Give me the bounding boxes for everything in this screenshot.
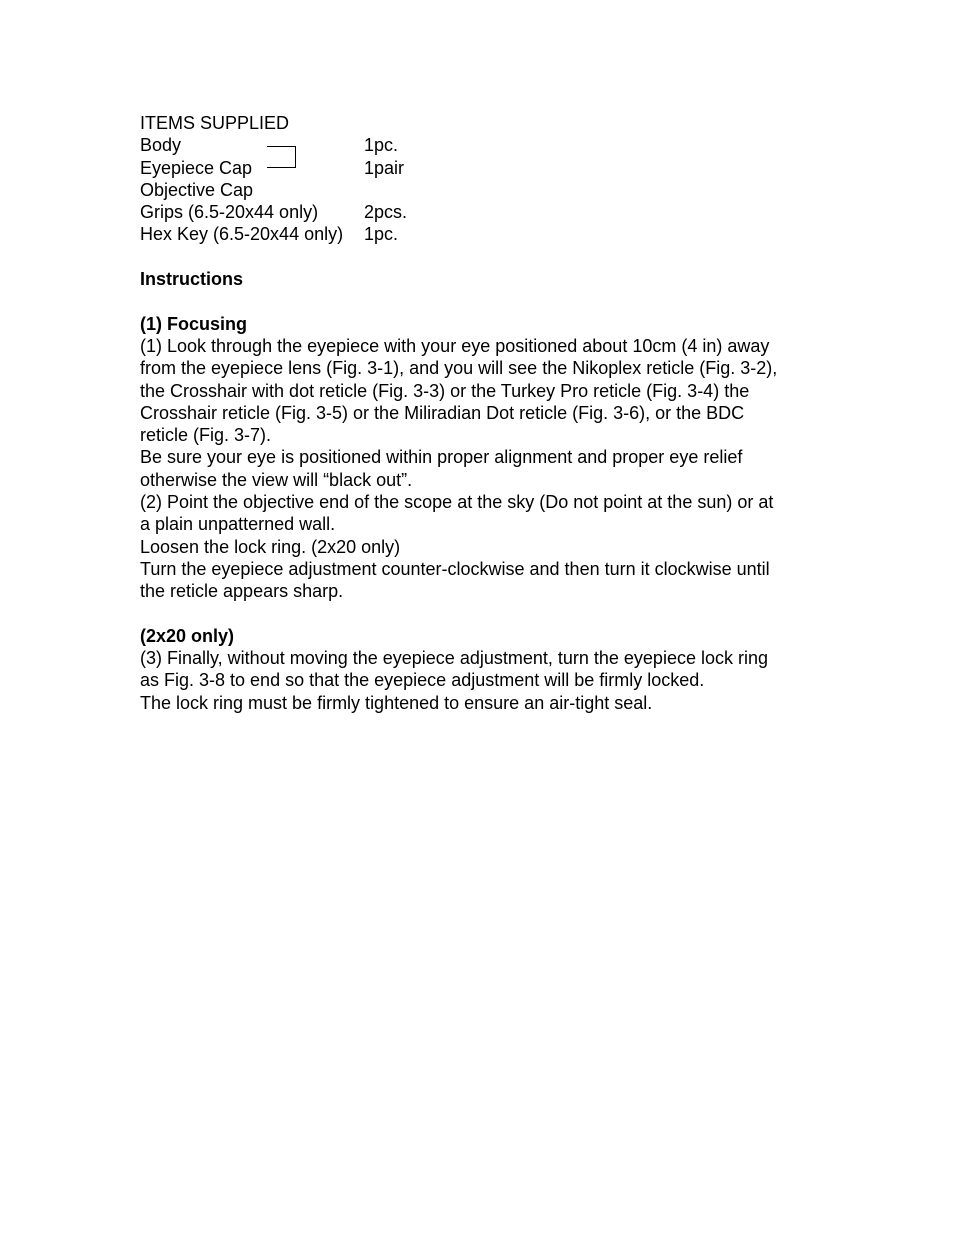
instructions-heading: Instructions	[140, 269, 244, 290]
item-quantity: 1pc.	[364, 135, 399, 156]
text-line: (2) Point the objective end of the scope at the sky (Do not point at the sun) or at	[140, 492, 774, 513]
text-line: otherwise the view will “black out”.	[140, 469, 413, 490]
item-row-objective-cap	[140, 179, 440, 201]
text-line: Loosen the lock ring. (2x20 only)	[140, 536, 401, 557]
item-name: Hex Key (6.5-20x44 only)	[140, 224, 344, 245]
text-line: Crosshair reticle (Fig. 3-5) or the Miliradian Dot reticle (Fig. 3-6), or the BDC	[140, 402, 745, 423]
text-line: a plain unpatterned wall.	[140, 514, 336, 535]
text-line: as Fig. 3-8 to end so that the eyepiece adjustment will be firmly locked.	[140, 670, 705, 691]
text-line: the reticle appears sharp.	[140, 581, 344, 602]
item-name: Objective Cap	[140, 179, 254, 200]
focusing-paragraph	[140, 335, 820, 603]
items-supplied-table	[140, 134, 440, 245]
document-page	[140, 112, 820, 714]
text-line: (3) Finally, without moving the eyepiece adjustment, turn the eyepiece lock ring	[140, 648, 768, 669]
item-quantity: 2pcs.	[364, 202, 408, 223]
item-name: Eyepiece Cap	[140, 157, 253, 178]
item-row-grips	[140, 201, 440, 223]
lock-paragraph	[140, 647, 820, 714]
text-line: from the eyepiece lens (Fig. 3-1), and you will see the Nikoplex reticle (Fig. 3-2),	[140, 358, 778, 379]
item-name: Grips (6.5-20x44 only)	[140, 202, 319, 223]
item-name: Body	[140, 135, 182, 156]
text-line: Turn the eyepiece adjustment counter-clockwise and then turn it clockwise until	[140, 558, 770, 579]
item-row-hex-key	[140, 223, 440, 245]
text-line: reticle (Fig. 3-7).	[140, 425, 272, 446]
item-quantity: 1pc.	[364, 224, 399, 245]
focusing-heading: (1) Focusing	[140, 313, 247, 334]
items-supplied-heading: ITEMS SUPPLIED	[140, 113, 290, 133]
text-line: Be sure your eye is positioned within proper alignment and proper eye relief	[140, 447, 743, 468]
lock-section-heading: (2x20 only)	[140, 625, 235, 646]
text-line: (1) Look through the eyepiece with your eye positioned about 10cm (4 in) away	[140, 335, 770, 356]
cap-pair-bracket	[267, 146, 296, 168]
text-line: the Crosshair with dot reticle (Fig. 3-3) or the Turkey Pro reticle (Fig. 3-4) the	[140, 380, 750, 401]
text-line: The lock ring must be firmly tightened to ensure an air-tight seal.	[140, 692, 653, 713]
item-quantity: 1pair	[364, 157, 405, 178]
